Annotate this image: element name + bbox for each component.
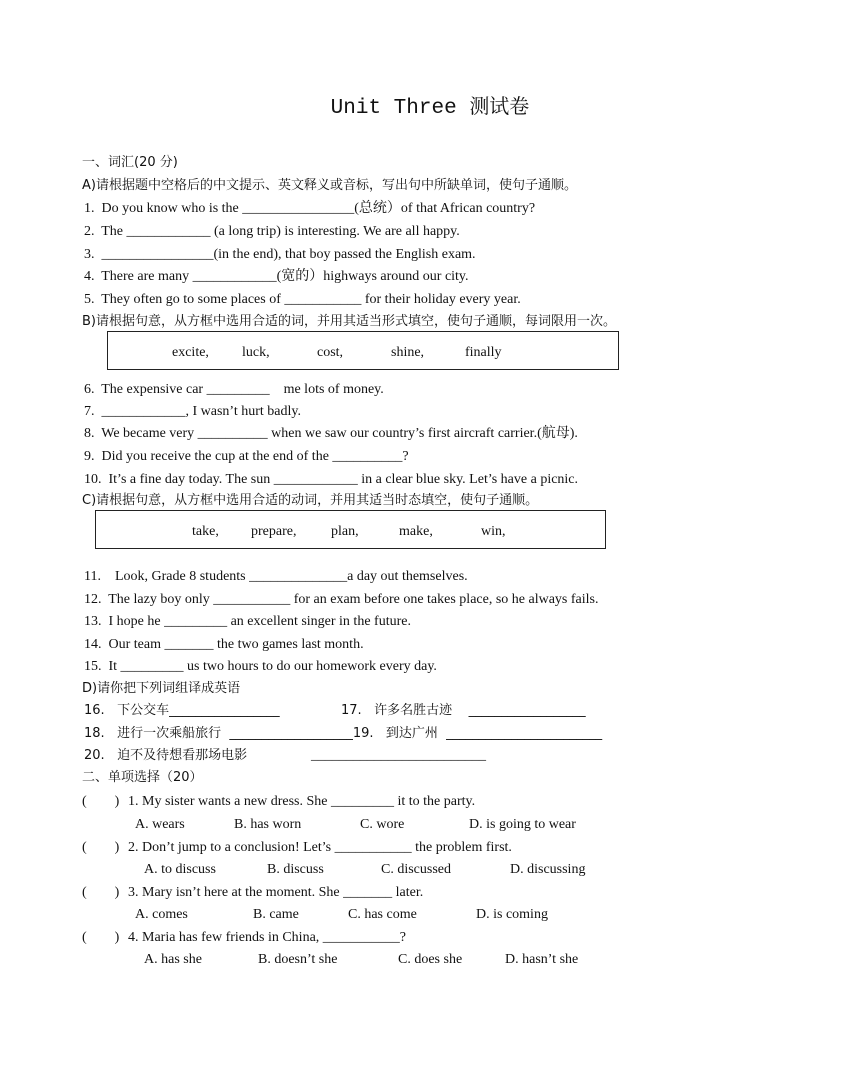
question-6: 6. The expensive car _________ me lots of money. <box>84 382 384 397</box>
translation-16: 16. 下公交车_________________ <box>84 703 280 718</box>
mc-question-2: 2. Don’t jump to a conclusion! Let’s ___________ the problem first. <box>128 840 512 855</box>
option: C. does she <box>398 952 463 967</box>
answer-paren: ( ) <box>82 885 120 900</box>
translation-20-blank: _________________________ <box>311 748 486 763</box>
option: C. has come <box>348 907 417 922</box>
question-3: 3. ________________(in the end), that boy passed the English exam. <box>84 247 476 262</box>
option: A. comes <box>135 907 188 922</box>
word-box-item: prepare, <box>251 524 297 539</box>
translation-18-19: 18. 进行一次乘船旅行 ___________________19. 到达广州 ________________________ <box>84 726 603 741</box>
word-box-item: take, <box>192 524 219 539</box>
word-box-item: excite, <box>172 345 209 360</box>
word-box-item: shine, <box>391 345 425 360</box>
word-box-item: finally <box>465 345 502 360</box>
translation-17: 17. 许多名胜古迹 __________________ <box>341 703 586 718</box>
option: B. has worn <box>234 817 302 832</box>
question-1: 1. Do you know who is the ________________(总统）of that African country? <box>84 201 536 216</box>
question-15: 15. It _________ us two hours to do our homework every day. <box>84 659 437 674</box>
option: B. doesn’t she <box>258 952 338 967</box>
partD-instruction: D)请你把下列词组译成英语 <box>82 681 241 696</box>
question-13: 13. I hope he _________ an excellent singer in the future. <box>84 614 411 629</box>
mc-question-4: 4. Maria has few friends in China, ___________? <box>128 930 406 945</box>
partB-instruction: B)请根据句意，从方框中选用合适的词，并用其适当形式填空，使句子通顺，每词限用一次。 <box>82 314 616 329</box>
question-12: 12. The lazy boy only ___________ for an exam before one takes place, so he always fails. <box>84 592 599 607</box>
partC-instruction: C)请根据句意，从方框中选用合适的动词，并用其适当时态填空，使句子通顺。 <box>82 493 539 508</box>
question-10: 10. It’s a fine day today. The sun ____________ in a clear blue sky. Let’s have a picnic. <box>84 472 579 487</box>
word-box-item: win, <box>481 524 506 539</box>
partB-word-box <box>107 331 619 370</box>
option: A. wears <box>135 817 185 832</box>
option: A. to discuss <box>144 862 216 877</box>
option: D. hasn’t she <box>505 952 579 967</box>
title-english: Unit Three <box>330 97 457 120</box>
question-4: 4. There are many ____________(宽的）highways around our city. <box>84 269 469 284</box>
page-title <box>0 92 860 123</box>
section1-heading: 一、词汇(20 分) <box>82 155 178 170</box>
option: A. has she <box>144 952 202 967</box>
word-box-item: luck, <box>242 345 270 360</box>
question-5: 5. They often go to some places of ___________ for their holiday every year. <box>84 292 521 307</box>
answer-paren: ( ) <box>82 794 120 809</box>
option: C. wore <box>360 817 405 832</box>
partC-word-box <box>95 510 606 549</box>
option: D. discussing <box>510 862 586 877</box>
answer-paren: ( ) <box>82 930 120 945</box>
word-box-item: cost, <box>317 345 344 360</box>
option: B. discuss <box>267 862 324 877</box>
question-7: 7. ____________, I wasn’t hurt badly. <box>84 404 301 419</box>
mc-question-3: 3. Mary isn’t here at the moment. She _______ later. <box>128 885 424 900</box>
question-14: 14. Our team _______ the two games last month. <box>84 637 364 652</box>
option: B. came <box>253 907 299 922</box>
option: D. is coming <box>476 907 548 922</box>
question-11: 11. Look, Grade 8 students ______________a day out themselves. <box>84 569 468 584</box>
word-box-item: plan, <box>331 524 359 539</box>
question-2: 2. The ____________ (a long trip) is interesting. We are all happy. <box>84 224 460 239</box>
title-chinese: 测试卷 <box>469 94 530 118</box>
answer-paren: ( ) <box>82 840 120 855</box>
question-9: 9. Did you receive the cup at the end of the __________? <box>84 449 409 464</box>
translation-20: 20. 迫不及待想看那场电影 <box>84 748 248 763</box>
question-8: 8. We became very __________ when we saw our country’s first aircraft carrier.(航母). <box>84 426 578 441</box>
section2-heading: 二、单项选择（20） <box>82 770 203 785</box>
partA-instruction: A)请根据题中空格后的中文提示、英文释义或音标，写出句中所缺单词，使句子通顺。 <box>82 178 577 193</box>
word-box-item: make, <box>399 524 433 539</box>
option: D. is going to wear <box>469 817 576 832</box>
mc-question-1: 1. My sister wants a new dress. She _________ it to the party. <box>128 794 476 809</box>
option: C. discussed <box>381 862 451 877</box>
